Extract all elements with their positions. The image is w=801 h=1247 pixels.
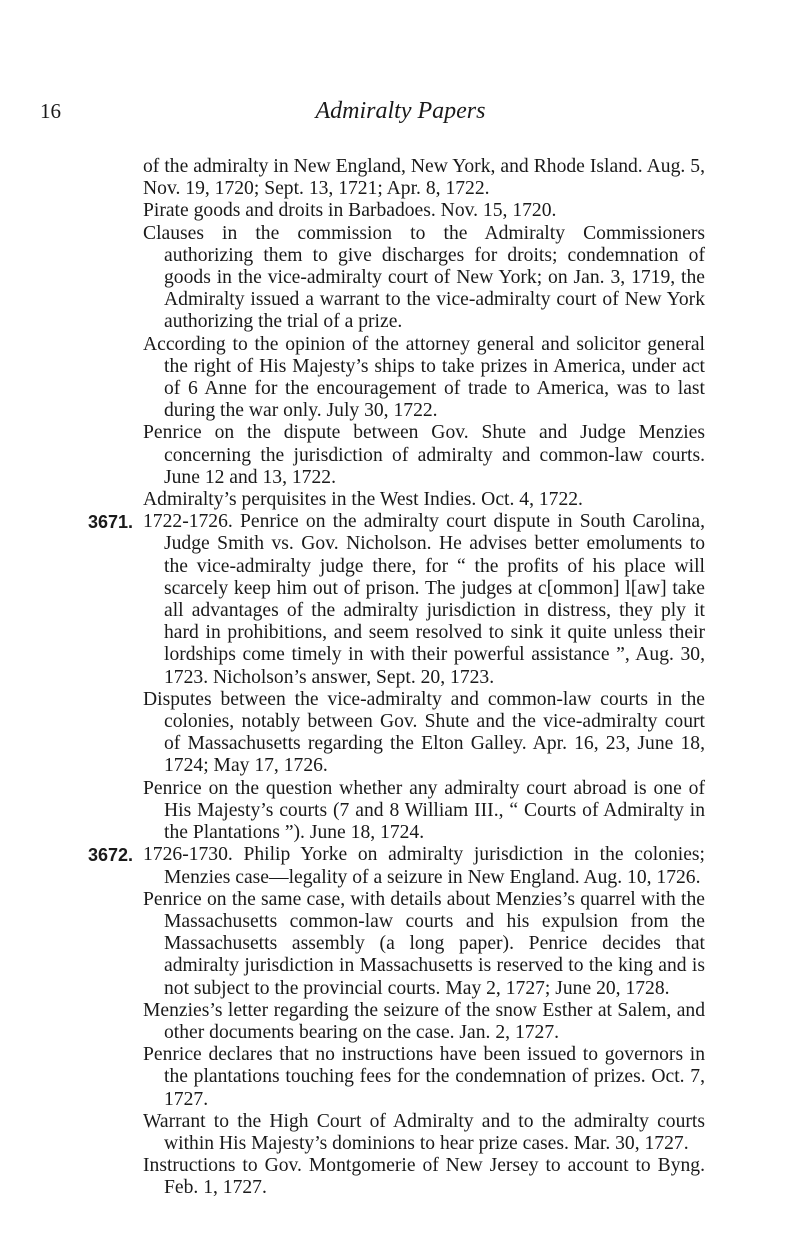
entry [0,1000,705,1044]
entry-text: Penrice on the question whether any admiralty court abroad is one of His Majesty’s courts (7 and 8 William III., “ Courts of Admiralty in the Plantations ”). June 18, 1724. [143,777,705,844]
entry-text: Warrant to the High Court of Admiralty and to the admiralty courts within His Majesty’s dominions to hear prize cases. Mar. 30, 1727. [143,1110,705,1154]
entry [0,889,705,1000]
entry [0,844,705,888]
entry [0,778,705,845]
entry [0,489,705,511]
entry-text: Penrice declares that no instructions have been issued to governors in the plantations touching fees for the condemnation of prizes. Oct. 7, 1727. [143,1044,705,1110]
document-body [0,156,801,1200]
entry [0,511,705,689]
entry-text: Penrice on the same case, with details about Menzies’s quarrel with the Massachusetts common-law courts and his expulsion from the Massachusetts assembly (a long paper). Penrice decides that admiralty jurisdiction in Massachusetts is reserved to the king and is not subject to the provincial courts. May 2, 1727; June 20, 1728. [143,888,705,999]
entry-text: Menzies’s letter regarding the seizure of the snow Esther at Salem, and other documents bearing on the case. Jan. 2, 1727. [143,999,705,1043]
entry [0,223,705,334]
entry [0,422,705,489]
entry-text: Pirate goods and droits in Barbadoes. Nov. 15, 1720. [143,200,557,222]
entry-text: Clauses in the commission to the Admiralty Commissioners authorizing them to give discharges for droits; condemnation of goods in the vice-admiralty court of New York; on Jan. 3, 1719, the Admiralty issued a warrant to the vice-admiralty court of New York authorizing the trial of a prize. [143,222,705,333]
entry [0,1155,705,1199]
entry-text: Disputes between the vice-admiralty and common-law courts in the colonies, notably between Gov. Shute and the vice-admiralty court of Massachusetts regarding the Elton Galley. Apr. 16, 23, June 18, 1724; May 17, 1726. [143,688,705,777]
entry-text: 1726-1730. Philip Yorke on admiralty jurisdiction in the colonies; Menzies case—legality of a seizure in New England. Aug. 10, 1726. [143,844,705,888]
entry [0,200,705,222]
entry-number: 3671. [88,512,134,533]
entry-text: According to the opinion of the attorney general and solicitor general the right of His Majesty’s ships to take prizes in America, under act of 6 Anne for the encouragement of trade to America, was to last during the war only. July 30, 1722. [143,333,705,422]
entry-text: of the admiralty in New England, New York, and Rhode Island. Aug. 5, Nov. 19, 1720; Sept. 13, 1721; Apr. 8, 1722. [143,156,705,200]
running-title: Admiralty Papers [315,98,486,124]
entry-text: 1722-1726. Penrice on the admiralty court dispute in South Carolina, Judge Smith vs. Gov. Nicholson. He advises better emoluments to the vice-admiralty judge there, for “ the profits of his place will scarcely keep him out of prison. The judges at c[ommon] l[aw] take all advantages of the admiralty jurisdiction in distress, they ply it hard in prohibitions, and seem resolved to sink it quite unless their lordships come timely in with their powerful assistance ”, Aug. 30, 1723. Nicholson’s answer, Sept. 20, 1723. [143,511,705,688]
entry [0,156,705,200]
entry-text: Admiralty’s perquisites in the West Indies. Oct. 4, 1722. [143,489,583,511]
entry [0,1111,705,1155]
entry-text: Penrice on the dispute between Gov. Shute and Judge Menzies concerning the jurisdiction of admiralty and common-law courts. June 12 and 13, 1722. [143,422,705,488]
entry [0,1044,705,1111]
page-number: 16 [40,99,61,123]
entry [0,689,705,778]
entry-text: Instructions to Gov. Montgomerie of New Jersey to account to Byng. Feb. 1, 1727. [143,1155,705,1199]
entry-number: 3672. [88,845,134,866]
entry [0,334,705,423]
